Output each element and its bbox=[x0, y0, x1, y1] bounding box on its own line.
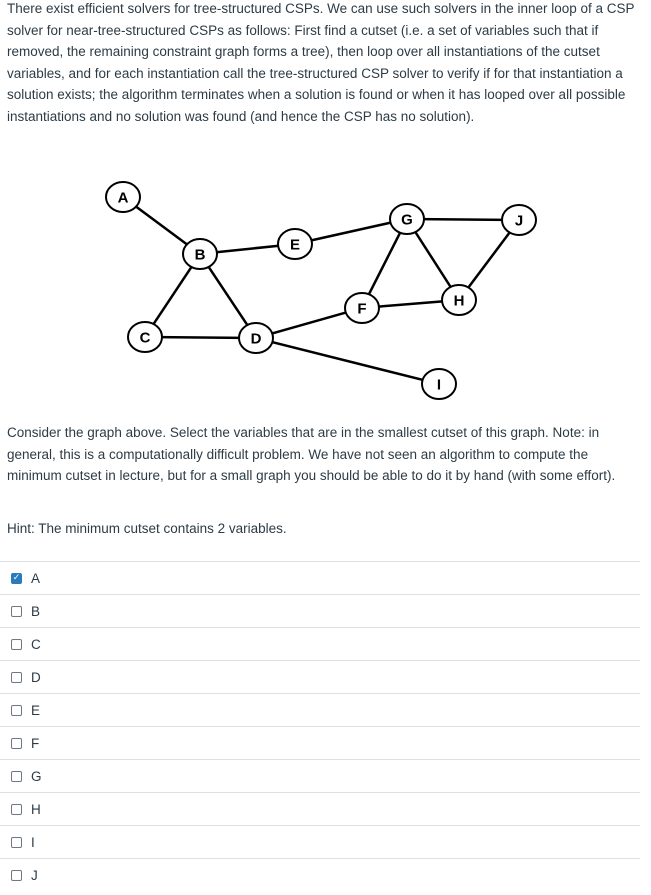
edge-e-g bbox=[310, 222, 393, 240]
option-label: B bbox=[31, 603, 41, 619]
checkbox-d[interactable] bbox=[11, 672, 22, 683]
option-e[interactable] bbox=[0, 693, 640, 726]
option-label: H bbox=[31, 801, 41, 817]
edge-g-j bbox=[422, 219, 504, 220]
checkbox-e[interactable] bbox=[11, 705, 22, 716]
edge-d-f bbox=[270, 312, 347, 334]
edge-f-h bbox=[377, 301, 444, 307]
checkmark-icon: ✓ bbox=[12, 572, 21, 583]
hint-text: Hint: The minimum cutset contains 2 variables. bbox=[7, 521, 287, 536]
node-label-i: I bbox=[436, 376, 442, 394]
node-label-f: F bbox=[357, 300, 367, 318]
node-label-c: C bbox=[139, 329, 151, 347]
option-label: G bbox=[31, 768, 42, 784]
option-c[interactable] bbox=[0, 627, 640, 660]
checkbox-b[interactable] bbox=[11, 606, 22, 617]
edge-b-c bbox=[153, 267, 191, 325]
edge-d-i bbox=[271, 342, 425, 381]
option-a[interactable] bbox=[0, 561, 640, 594]
option-g[interactable] bbox=[0, 759, 640, 792]
option-label: J bbox=[31, 867, 38, 883]
option-label: E bbox=[31, 702, 41, 718]
edge-g-h bbox=[415, 232, 451, 288]
question-paragraph: Consider the graph above. Select the variables that are in the smallest cutset of this graph. Note: in general, this is a computationally difficult problem. We have not seen an algorithm to compute the minimum cutset in lecture, but for a small graph you should be able to do it by hand (with some effort). bbox=[7, 425, 616, 483]
option-f[interactable] bbox=[0, 726, 640, 759]
option-label: F bbox=[31, 735, 40, 751]
edge-a-b bbox=[135, 206, 188, 245]
node-label-d: D bbox=[250, 330, 262, 348]
intro-paragraph: There exist efficient solvers for tree-structured CSPs. We can use such solvers in the inner loop of a CSP solver for near-tree-structured CSPs as follows: First find a cutset (i.e. a set of variables such that if removed, the remaining constraint graph forms a tree), then loop over all instantiations of the cutset variables, and for each instantiation call the tree-structured CSP solver to verify if for that instantiation a solution exists; the algorithm terminates when a solution is found or when it has looped over all possible instantiations and no solution was found (and hence the CSP has no solution). bbox=[7, 1, 635, 124]
option-label: C bbox=[31, 636, 41, 652]
checkbox-a[interactable] bbox=[11, 573, 22, 584]
edge-b-d bbox=[208, 266, 247, 325]
node-label-e: E bbox=[289, 236, 301, 254]
node-label-j: J bbox=[514, 212, 524, 230]
checkbox-h[interactable] bbox=[11, 804, 22, 815]
node-label-b: B bbox=[194, 246, 206, 264]
edge-c-d bbox=[160, 337, 241, 338]
node-label-g: G bbox=[401, 211, 413, 229]
checkbox-j[interactable] bbox=[11, 870, 22, 881]
edge-b-e bbox=[215, 246, 280, 253]
checkbox-c[interactable] bbox=[11, 639, 22, 650]
option-label: A bbox=[31, 570, 41, 586]
checkbox-f[interactable] bbox=[11, 738, 22, 749]
constraint-graph bbox=[0, 170, 651, 420]
option-i[interactable] bbox=[0, 825, 640, 858]
edge-g-f bbox=[369, 232, 400, 294]
checkbox-g[interactable] bbox=[11, 771, 22, 782]
node-label-a: A bbox=[117, 189, 129, 207]
option-b[interactable] bbox=[0, 594, 640, 627]
answer-options bbox=[0, 561, 640, 891]
option-label: D bbox=[31, 669, 41, 685]
option-j[interactable] bbox=[0, 858, 640, 891]
node-label-h: H bbox=[453, 292, 465, 310]
checkbox-i[interactable] bbox=[11, 837, 22, 848]
option-d[interactable] bbox=[0, 660, 640, 693]
option-label: I bbox=[31, 834, 35, 850]
option-h[interactable] bbox=[0, 792, 640, 825]
edge-j-h bbox=[468, 232, 510, 288]
